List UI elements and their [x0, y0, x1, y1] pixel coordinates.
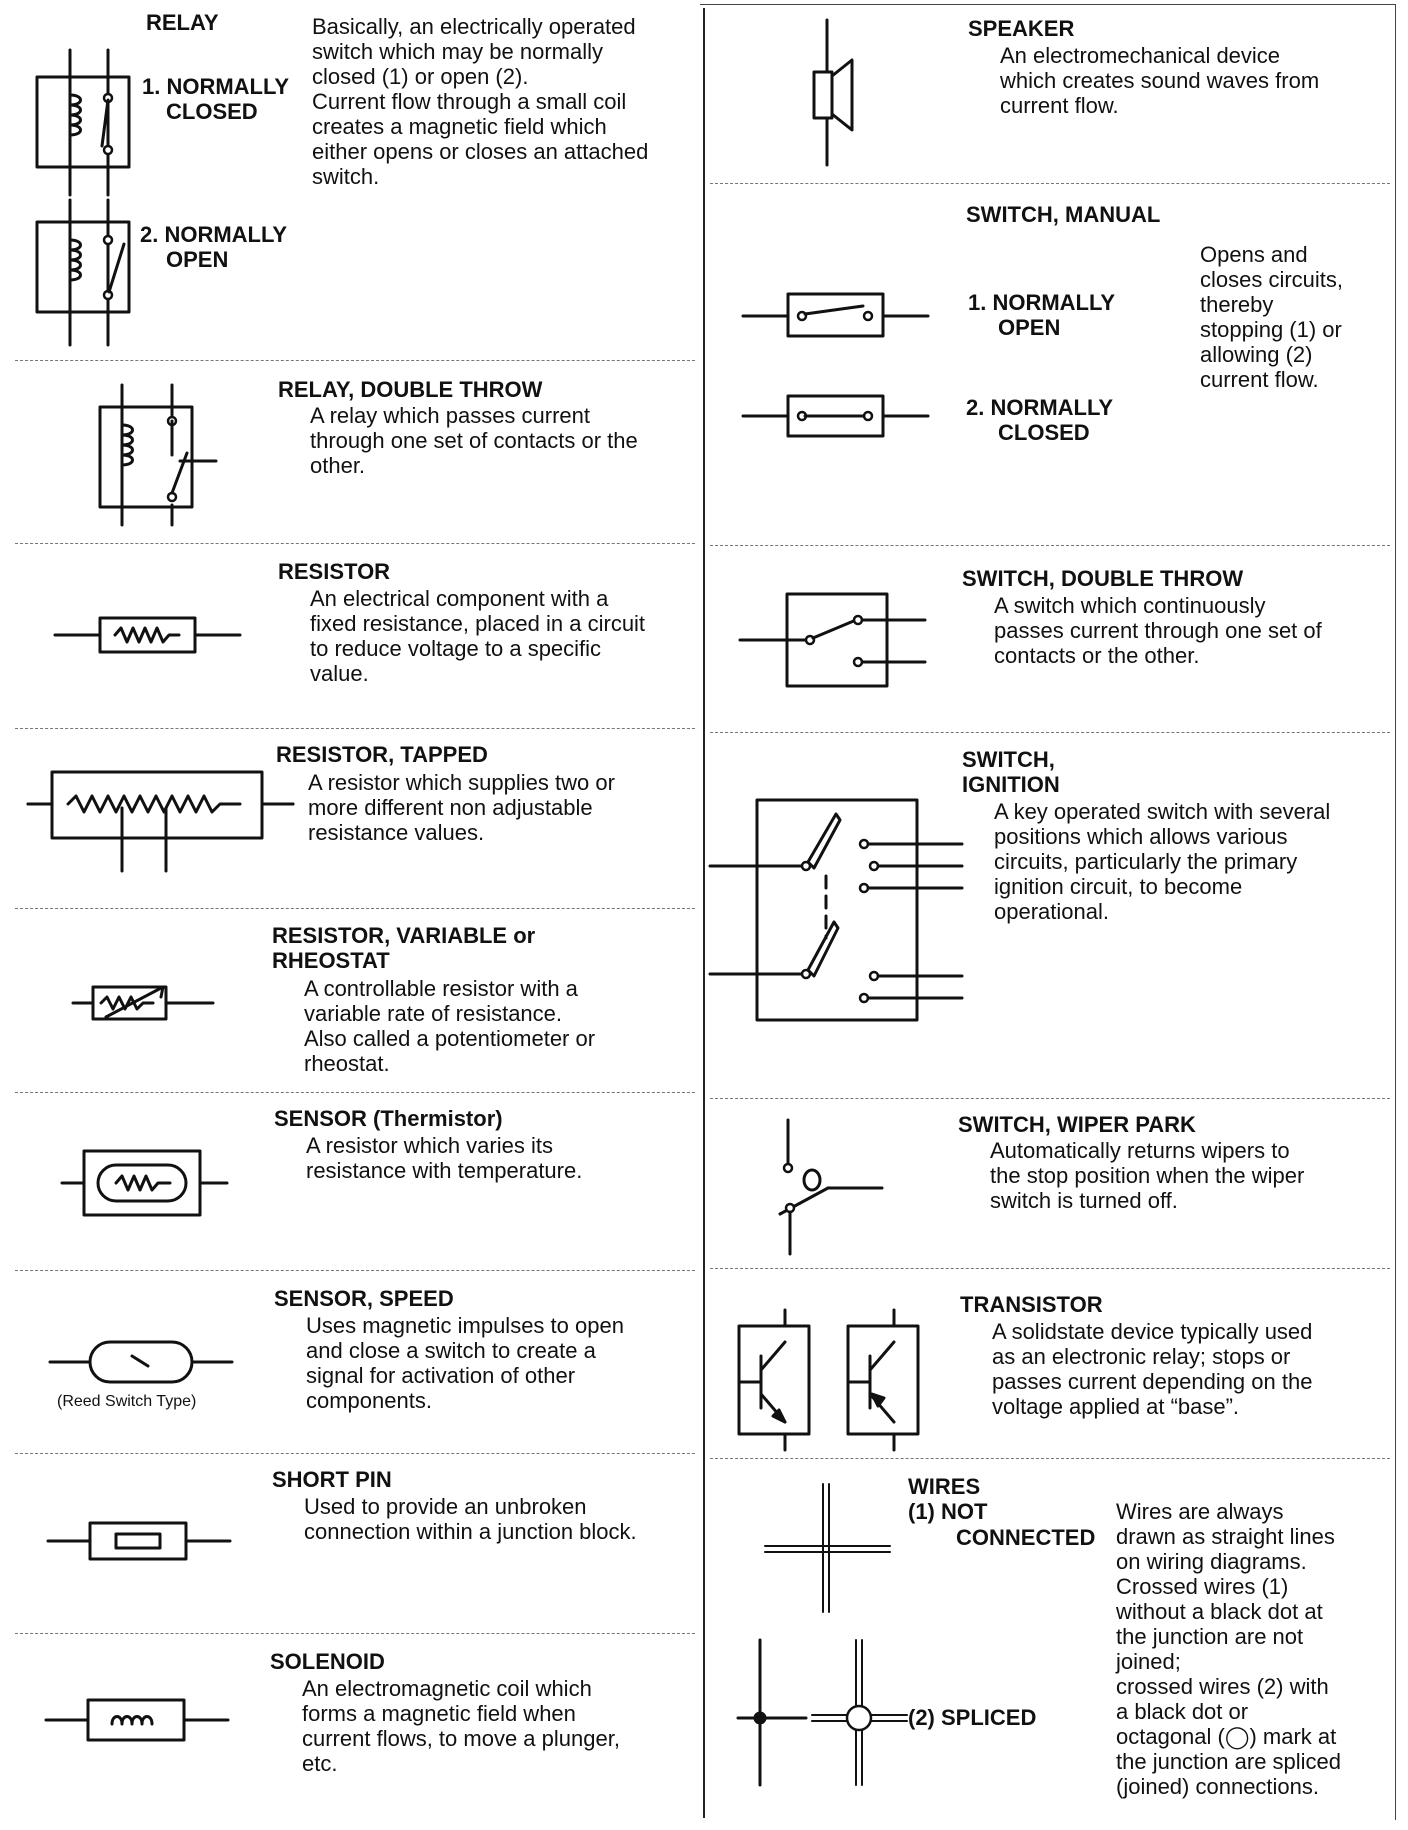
switch-manual-desc-line: allowing (2): [1200, 342, 1313, 367]
resistor-variable-desc-line: A controllable resistor with a: [304, 976, 578, 1001]
speaker-title: SPEAKER: [968, 16, 1075, 41]
reed-switch-caption: (Reed Switch Type): [57, 1393, 197, 1410]
right-border: [1395, 5, 1396, 1820]
switch-double-throw-desc-line: contacts or the other.: [994, 643, 1200, 668]
relay-desc-line: switch.: [312, 164, 380, 189]
resistor-desc-line: to reduce voltage to a specific: [310, 636, 602, 661]
solenoid-desc-line: current flows, to move a plunger,: [302, 1726, 620, 1751]
switch-manual-desc-line: stopping (1) or: [1200, 317, 1342, 342]
resistor-title: RESISTOR: [278, 559, 391, 584]
short-pin-symbol: [48, 1516, 230, 1566]
solenoid-desc-line: etc.: [302, 1751, 338, 1776]
wires-not-connected-symbol: [765, 1484, 890, 1614]
switch-ignition-desc-line: positions which allows various: [994, 824, 1288, 849]
separator: [15, 1092, 695, 1093]
relay-double-throw-title: RELAY, DOUBLE THROW: [278, 377, 543, 402]
switch-wiper-park-desc-line: the stop position when the wiper: [990, 1163, 1305, 1188]
resistor-desc-line: An electrical component with a: [310, 586, 609, 611]
solenoid-desc-line: An electromagnetic coil which: [302, 1676, 592, 1701]
wires-desc-line: joined;: [1116, 1649, 1181, 1674]
relay-normally-open-symbol: [30, 200, 140, 350]
column-divider: [703, 8, 705, 1818]
sensor-speed-desc-line: signal for activation of other: [306, 1363, 576, 1388]
speaker-desc-line: which creates sound waves from: [1000, 68, 1320, 93]
resistor-tapped-desc-line: A resistor which supplies two or: [308, 770, 615, 795]
wires-desc-line: without a black dot at: [1116, 1599, 1323, 1624]
wires-desc-line: drawn as straight lines: [1116, 1524, 1335, 1549]
separator: [710, 1458, 1390, 1459]
switch-ignition-desc-line: ignition circuit, to become: [994, 874, 1243, 899]
switch-manual-open-symbol: [743, 288, 928, 338]
resistor-desc-line: value.: [310, 661, 369, 686]
switch-manual-no-label: 1. NORMALLY: [968, 290, 1116, 315]
speaker-desc-line: current flow.: [1000, 93, 1119, 118]
resistor-tapped-desc-line: resistance values.: [308, 820, 485, 845]
wires-desc-line: the junction are spliced: [1116, 1749, 1342, 1774]
switch-double-throw-symbol: [740, 590, 930, 690]
transistor-pnp-symbol: [844, 1310, 924, 1450]
switch-manual-nc-label: 2. NORMALLY: [966, 395, 1114, 420]
speaker-desc-line: An electromechanical device: [1000, 43, 1281, 68]
relay-double-throw-desc-line: other.: [310, 453, 366, 478]
switch-wiper-park-desc-line: Automatically returns wipers to: [990, 1138, 1290, 1163]
switch-manual-desc-line: Opens and: [1200, 242, 1308, 267]
wires-desc-line: octagonal (◯) mark at: [1116, 1724, 1337, 1749]
resistor-variable-desc-line: rheostat.: [304, 1051, 390, 1076]
solenoid-title: SOLENOID: [270, 1649, 385, 1674]
resistor-variable-desc-line: Also called a potentiometer or: [304, 1026, 596, 1051]
sensor-speed-title: SENSOR, SPEED: [274, 1286, 454, 1311]
short-pin-title: SHORT PIN: [272, 1467, 392, 1492]
switch-double-throw-desc-line: passes current through one set of: [994, 618, 1322, 643]
speaker-symbol: [800, 20, 870, 165]
resistor-symbol: [55, 610, 240, 660]
switch-ignition-title: SWITCH,: [962, 747, 1055, 772]
wires-desc-line: (joined) connections.: [1116, 1774, 1320, 1799]
switch-double-throw-desc-line: A switch which continuously: [994, 593, 1266, 618]
wires-spliced-octagon-symbol: [812, 1640, 907, 1785]
sensor-speed-symbol: [50, 1336, 232, 1388]
wires-desc-line: the junction are not: [1116, 1624, 1304, 1649]
switch-wiper-park-title: SWITCH, WIPER PARK: [958, 1112, 1196, 1137]
relay-double-throw-symbol: [90, 385, 220, 530]
switch-manual-no-label: OPEN: [998, 315, 1061, 340]
transistor-desc-line: voltage applied at “base”.: [992, 1394, 1240, 1419]
switch-manual-title: SWITCH, MANUAL: [966, 202, 1161, 227]
switch-manual-desc-line: thereby: [1200, 292, 1274, 317]
relay-normally-closed-symbol: [30, 50, 140, 200]
wires-spliced-label: (2) SPLICED: [908, 1705, 1037, 1730]
switch-manual-desc-line: current flow.: [1200, 367, 1319, 392]
resistor-tapped-title: RESISTOR, TAPPED: [276, 742, 488, 767]
switch-ignition-desc-line: operational.: [994, 899, 1109, 924]
separator: [15, 1270, 695, 1271]
separator: [710, 183, 1390, 184]
relay-desc-line: closed (1) or open (2).: [312, 64, 529, 89]
sensor-thermistor-desc-line: A resistor which varies its: [306, 1133, 553, 1158]
separator: [710, 1098, 1390, 1099]
relay-desc-line: either opens or closes an attached: [312, 139, 649, 164]
wires-desc-line: Wires are always: [1116, 1499, 1284, 1524]
resistor-variable-title: RESISTOR, VARIABLE or: [272, 923, 536, 948]
relay-no-label: 2. NORMALLY: [140, 222, 288, 247]
switch-manual-desc-line: closes circuits,: [1200, 267, 1344, 292]
sensor-speed-desc-line: and close a switch to create a: [306, 1338, 596, 1363]
separator: [15, 360, 695, 361]
separator: [15, 908, 695, 909]
switch-manual-closed-symbol: [743, 392, 928, 442]
separator: [15, 1633, 695, 1634]
relay-double-throw-desc-line: through one set of contacts or the: [310, 428, 638, 453]
wires-not-connected-label: (1) NOT: [908, 1499, 988, 1524]
separator: [710, 545, 1390, 546]
sensor-thermistor-desc-line: resistance with temperature.: [306, 1158, 583, 1183]
relay-double-throw-desc-line: A relay which passes current: [310, 403, 591, 428]
resistor-desc-line: fixed resistance, placed in a circuit: [310, 611, 646, 636]
wires-spliced-dot-symbol: [738, 1640, 808, 1785]
relay-desc-line: switch which may be normally: [312, 39, 603, 64]
solenoid-symbol: [46, 1694, 228, 1746]
wires-desc-line: crossed wires (2) with: [1116, 1674, 1329, 1699]
switch-manual-nc-label: CLOSED: [998, 420, 1090, 445]
switch-wiper-park-symbol: [770, 1118, 900, 1258]
switch-ignition-symbol: [710, 798, 966, 1023]
relay-desc-line: Basically, an electrically operated: [312, 14, 636, 39]
relay-no-label: OPEN: [166, 247, 229, 272]
relay-desc-line: creates a magnetic field which: [312, 114, 607, 139]
wires-not-connected-label: CONNECTED: [956, 1525, 1096, 1550]
transistor-npn-symbol: [735, 1310, 815, 1450]
relay-nc-label: 1. NORMALLY: [142, 74, 290, 99]
transistor-title: TRANSISTOR: [960, 1292, 1103, 1317]
transistor-desc-line: A solidstate device typically used: [992, 1319, 1313, 1344]
separator: [15, 1453, 695, 1454]
resistor-variable-title: RHEOSTAT: [272, 948, 390, 973]
switch-wiper-park-desc-line: switch is turned off.: [990, 1188, 1178, 1213]
transistor-desc-line: as an electronic relay; stops or: [992, 1344, 1291, 1369]
switch-ignition-desc-line: A key operated switch with several: [994, 799, 1331, 824]
short-pin-desc-line: connection within a junction block.: [304, 1519, 637, 1544]
wires-desc-line: Crossed wires (1): [1116, 1574, 1289, 1599]
short-pin-desc-line: Used to provide an unbroken: [304, 1494, 587, 1519]
wires-title: WIRES: [908, 1474, 981, 1499]
separator: [15, 728, 695, 729]
separator: [710, 732, 1390, 733]
sensor-speed-desc-line: Uses magnetic impulses to open: [306, 1313, 624, 1338]
wires-desc-line: a black dot or: [1116, 1699, 1249, 1724]
sensor-thermistor-title: SENSOR (Thermistor): [274, 1106, 503, 1131]
solenoid-desc-line: forms a magnetic field when: [302, 1701, 576, 1726]
separator: [710, 1268, 1390, 1269]
switch-ignition-desc-line: circuits, particularly the primary: [994, 849, 1298, 874]
switch-ignition-title: IGNITION: [962, 772, 1060, 797]
switch-double-throw-title: SWITCH, DOUBLE THROW: [962, 566, 1244, 591]
top-border: [700, 4, 1396, 5]
wires-desc-line: on wiring diagrams.: [1116, 1549, 1307, 1574]
sensor-thermistor-symbol: [62, 1145, 227, 1225]
relay-nc-label: CLOSED: [166, 99, 258, 124]
relay-desc-line: Current flow through a small coil: [312, 89, 627, 114]
resistor-variable-desc-line: variable rate of resistance.: [304, 1001, 563, 1026]
transistor-desc-line: passes current depending on the: [992, 1369, 1313, 1394]
sensor-speed-desc-line: components.: [306, 1388, 432, 1413]
resistor-tapped-symbol: [28, 768, 293, 873]
resistor-variable-symbol: [73, 975, 213, 1035]
separator: [15, 543, 695, 544]
resistor-tapped-desc-line: more different non adjustable: [308, 795, 593, 820]
relay-title: RELAY: [146, 10, 219, 35]
